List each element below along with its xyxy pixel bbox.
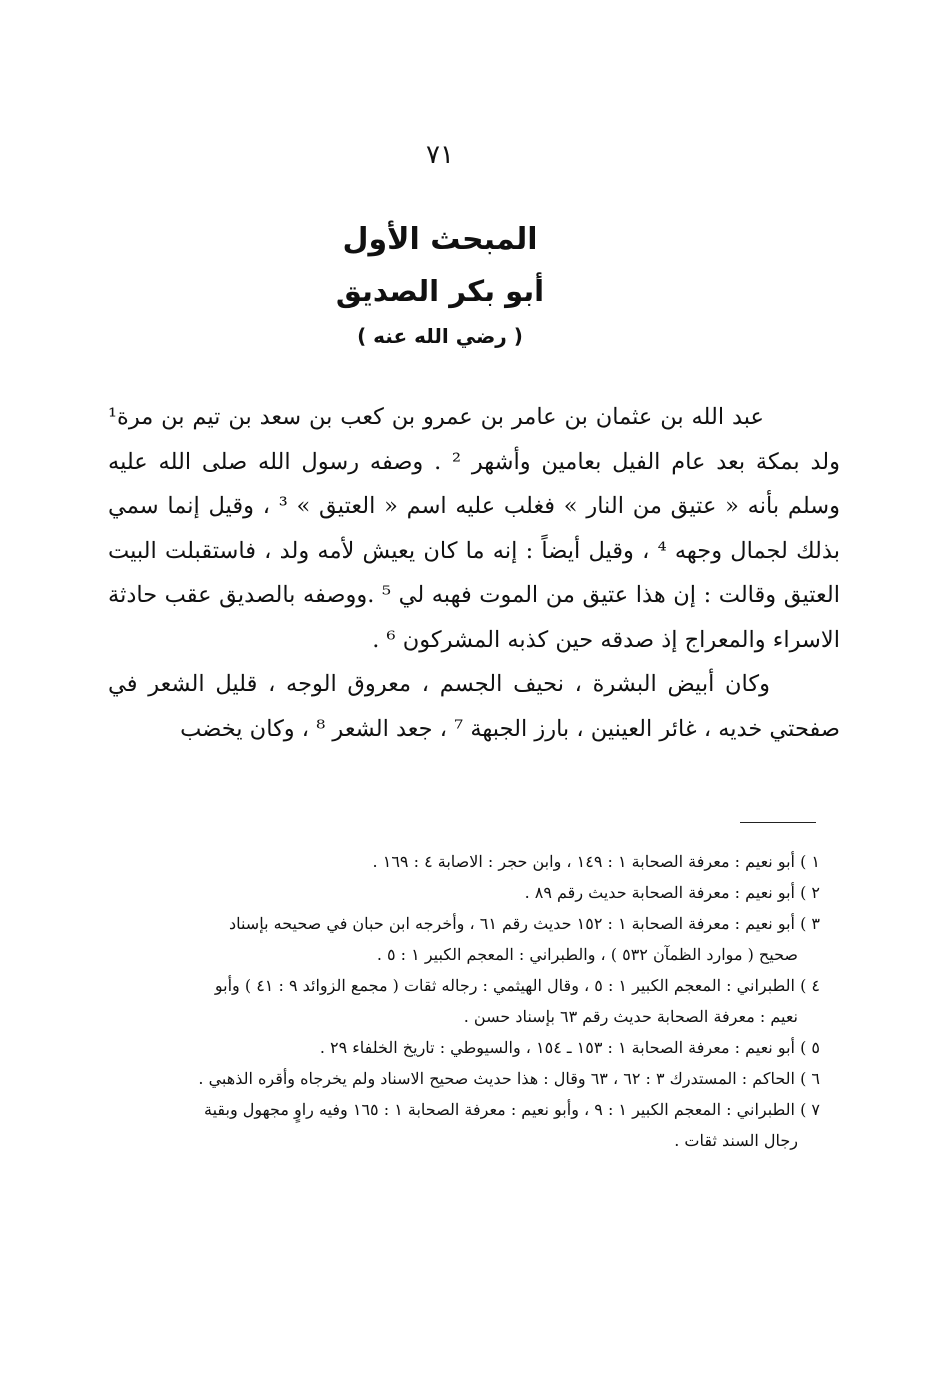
- footnote-text: ٧ ) الطبراني : المعجم الكبير ١ : ٩ ، وأبو نعيم : معرفة الصحابة ١ : ١٦٥ وفيه راوٍ مجهول وبقية: [203, 1100, 820, 1119]
- section-heading: المبحث الأول: [342, 222, 538, 257]
- footnote: [130, 970, 820, 1032]
- footnote-continuation: صحيح ( موارد الظمآن ٥٣٢ ) ، والطبراني : المعجم الكبير ١ : ٥ .: [376, 945, 798, 964]
- footnote-text: ٣ ) أبو نعيم : معرفة الصحابة ١ : ١٥٢ حديث رقم ٦١ ، وأخرجه ابن حبان في صحيحه بإسناد: [228, 914, 820, 933]
- footnote-text: ٦ ) الحاكم : المستدرك ٣ : ٦٢ ، ٦٣ وقال : هذا حديث صحيح الاسناد ولم يخرجاه وأقره الذهبي .: [198, 1069, 820, 1088]
- footnote-continuation: رجال السند ثقات .: [674, 1131, 798, 1150]
- footnote-text: ٢ ) أبو نعيم : معرفة الصحابة حديث رقم ٨٩ .: [524, 883, 820, 902]
- footnote-separator: [740, 822, 816, 823]
- footnote: [130, 1063, 820, 1094]
- footnote: [130, 1094, 820, 1156]
- footnote-text: ٤ ) الطبراني : المعجم الكبير ١ : ٥ ، وقال الهيثمي : رجاله ثقات ( مجمع الزوائد ٩ : ٤١ ) وأبو: [214, 976, 820, 995]
- footnote: [130, 908, 820, 970]
- footnote-text: ٥ ) أبو نعيم : معرفة الصحابة ١ : ١٥٣ ـ ١٥٤ ، والسيوطي : تاريخ الخلفاء ٢٩ .: [319, 1038, 820, 1057]
- footnote-continuation: نعيم : معرفة الصحابة حديث رقم ٦٣ بإسناد حسن .: [463, 1007, 798, 1026]
- chapter-title: أبو بكر الصديق: [335, 274, 545, 308]
- footnote-text: ١ ) أبو نعيم : معرفة الصحابة ١ : ١٤٩ ، وابن حجر : الاصابة ٤ : ١٦٩ .: [372, 852, 820, 871]
- page-number: ٧١: [426, 140, 454, 170]
- footnote: [130, 846, 820, 877]
- paragraph: وكان أبيض البشرة ، نحيف الجسم ، معروق الوجه ، قليل الشعر في صفحتي خديه ، غائر العينين ، بارز الجبهة ⁷ ، جعد الشعر ⁸ ، وكان يخضب: [108, 671, 840, 742]
- body-text: [108, 395, 840, 751]
- footnotes: [130, 846, 820, 1156]
- blessing-subtitle: ( رضي الله عنه ): [357, 324, 523, 348]
- footnote: [130, 1032, 820, 1063]
- footnote: [130, 877, 820, 908]
- paragraph: عبد الله بن عثمان بن عامر بن عمرو بن كعب بن سعد بن تيم بن مرة¹ ولد بمكة بعد عام الفيل بعامين وأشهر ² . وصفه رسول الله صلى الله عليه وسلم بأنه « عتيق من النار » فغلب عليه اسم « العتيق » ³ ، وقيل إنما سمي بذلك لجمال وجهه ⁴ ، وقيل أيضاً : إنه ما كان يعيش لأمه ولد ، فاستقبلت البيت العتيق وقالت : إن هذا عتيق من الموت فهبه لي ⁵ .ووصفه بالصديق عقب حادثة الاسراء والمعراج إذ صدقه حين كذبه المشركون ⁶ .: [108, 404, 841, 653]
